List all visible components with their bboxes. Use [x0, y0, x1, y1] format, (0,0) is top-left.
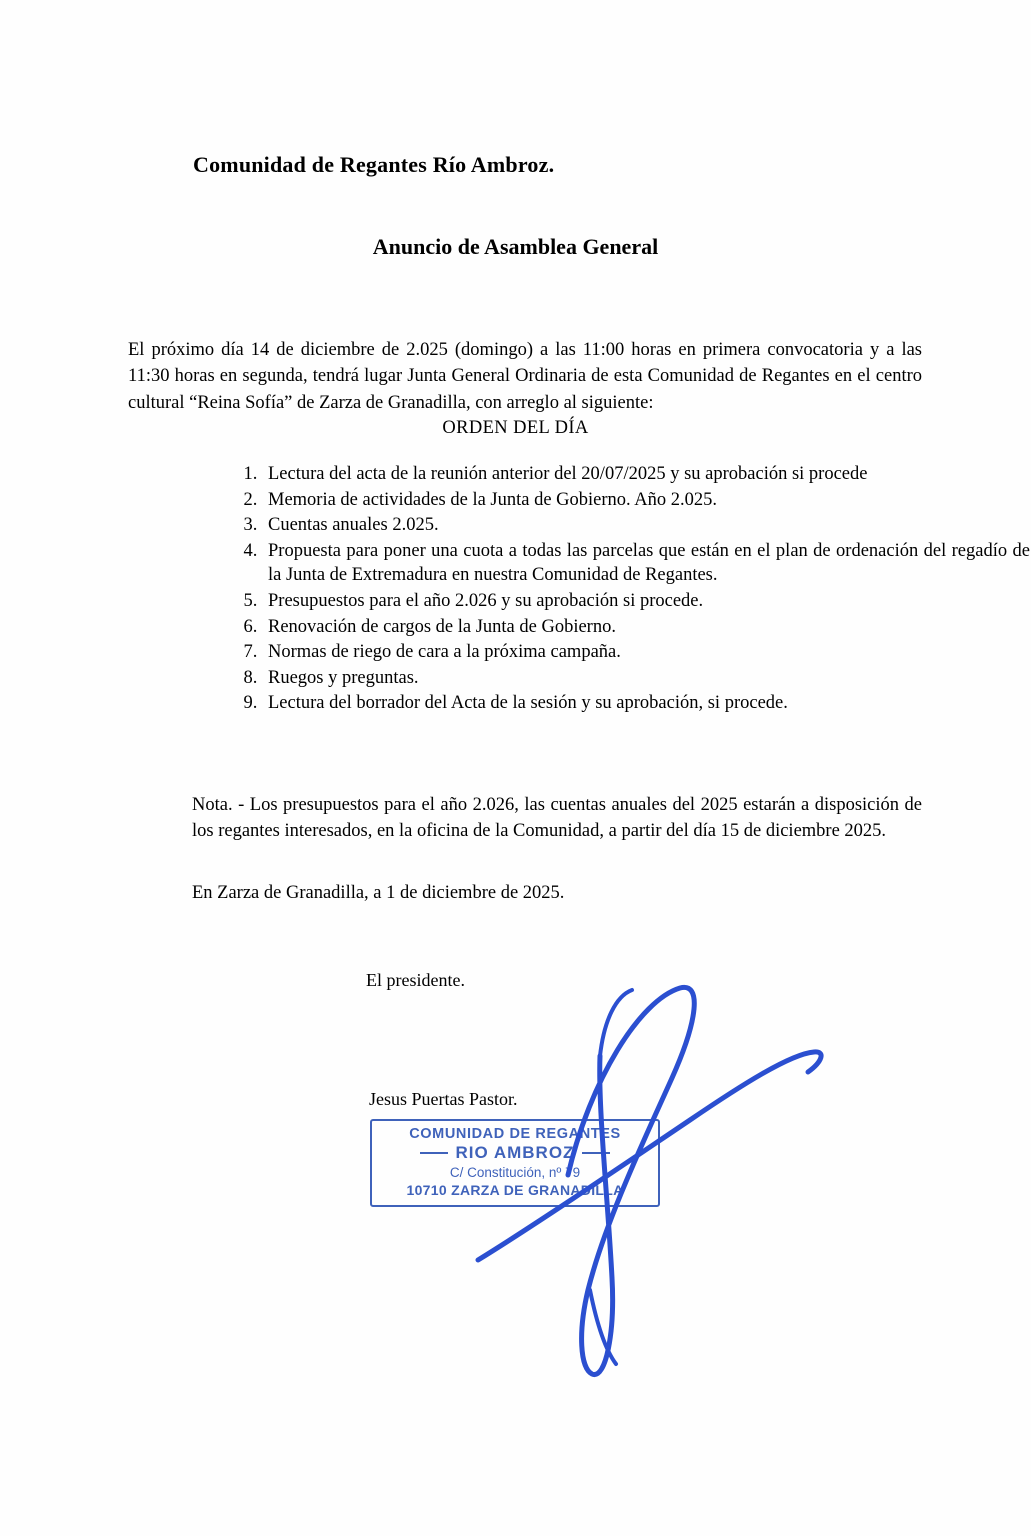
stamp-line-organization: COMUNIDAD DE REGANTES [409, 1126, 621, 1142]
list-item: 9. Lectura del borrador del Acta de la sesión y su aprobación, si procede. [262, 691, 1030, 716]
stamp-line-address: C/ Constitución, nº 79 [449, 1165, 581, 1180]
agenda-heading: ORDEN DEL DÍA [442, 418, 589, 438]
list-item: 7. Normas de riego de cara a la próxima campaña. [262, 640, 1030, 665]
stamp-line-name: RIO AMBROZ [455, 1143, 575, 1162]
announcement-title: Anuncio de Asamblea General [372, 234, 659, 259]
official-stamp [370, 1119, 660, 1207]
note-paragraph: Nota. - Los presupuestos para el año 2.026, las cuentas anuales del 2025 estarán a disposición de los regantes interesados, en la oficina de la Comunidad, a partir del día 15 de diciembre 2025. [192, 794, 922, 842]
signer-role: El presidente. [366, 970, 465, 990]
stamp-line-city: 10710 ZARZA DE GRANADILLA [406, 1182, 624, 1198]
list-item: 8. Ruegos y preguntas. [262, 666, 1030, 691]
list-item: 2. Memoria de actividades de la Junta de Gobierno. Año 2.025. [262, 488, 1030, 513]
place-and-date: En Zarza de Granadilla, a 1 de diciembre de 2025. [192, 882, 565, 903]
organization-title: Comunidad de Regantes Río Ambroz. [193, 152, 555, 177]
stamp-rule-left [420, 1152, 448, 1154]
signer-name: Jesus Puertas Pastor. [369, 1089, 518, 1109]
stamp-name-row [372, 1143, 658, 1163]
list-item: 3. Cuentas anuales 2.025. [262, 513, 1030, 538]
agenda-list [222, 462, 1030, 717]
list-item: 5. Presupuestos para el año 2.026 y su aprobación si procede. [262, 589, 1030, 614]
intro-paragraph: El próximo día 14 de diciembre de 2.025 (domingo) a las 11:00 horas en primera convocatoria y a las 11:30 horas en segunda, tendrá lugar Junta General Ordinaria de esta Comunidad de Regantes en el centro cultural “Reina Sofía” de Zarza de Granadilla, con arreglo al siguiente: [128, 339, 922, 414]
list-item: 6. Renovación de cargos de la Junta de Gobierno. [262, 615, 1030, 640]
list-item: 4. Propuesta para poner una cuota a todas las parcelas que están en el plan de ordenación del regadío de la Junta de Extremadura en nuestra Comunidad de Regantes. [262, 539, 1030, 588]
stamp-rule-right [582, 1152, 610, 1154]
list-item: 1. Lectura del acta de la reunión anterior del 20/07/2025 y su aprobación si procede [262, 462, 1030, 487]
